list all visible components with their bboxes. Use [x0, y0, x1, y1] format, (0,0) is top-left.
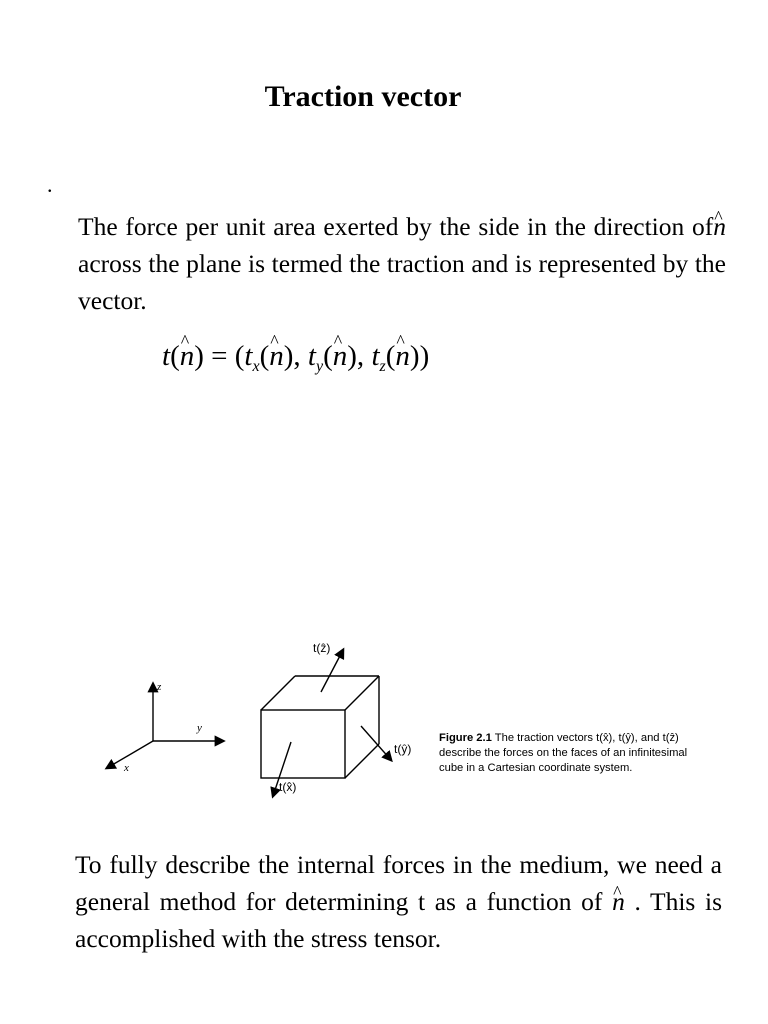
figure-caption: [439, 731, 689, 776]
eq-n-hat: ^ n: [333, 340, 348, 373]
traction-equation: t(^ $n) = (t_x(\^{}$ n), $t_y(\^{}$ n), $t_z(\^{}$ n)): [162, 340, 429, 376]
stress-text-2: . This is accomplished with the stress tensor.: [75, 887, 722, 953]
definition-text-1: The force per unit area exerted by the side in the direction of: [78, 212, 714, 241]
figure-caption-text: The traction vectors t(x̂), t(ŷ), and t(ẑ) describe the forces on the faces of an infinitesimal cube in a Cartesian coordinate system.: [439, 732, 688, 774]
stress-tensor-paragraph: [75, 846, 722, 957]
axis-y-label: y: [197, 722, 202, 734]
label-t-z: t(ẑ): [313, 641, 331, 655]
coordinate-axes: [107, 684, 223, 768]
definition-text-2: across the plane is termed the traction and is represented by the vector.: [78, 249, 726, 315]
cube-diagram: [95, 640, 695, 810]
eq-sub-z: z: [379, 358, 386, 375]
definition-paragraph: [78, 208, 726, 319]
n-hat-symbol: ^ n: [713, 208, 726, 245]
stress-text-1: To fully describe the internal forces in the medium, we need a general method for determining t as a function of: [75, 850, 722, 916]
axis-z-label: z: [157, 681, 162, 693]
figure-caption-number: Figure 2.1: [439, 732, 492, 744]
eq-t: t: [162, 340, 171, 372]
traction-figure: [95, 640, 695, 810]
axis-x-label: x: [124, 762, 129, 774]
eq-n-hat: ^ n: [269, 340, 284, 373]
eq-t: t: [244, 340, 253, 372]
eq-t: t: [307, 340, 316, 372]
page-title: Traction vector: [264, 80, 462, 113]
eq-sub-y: y: [315, 358, 324, 375]
eq-n-hat: ^ n: [180, 340, 195, 373]
label-t-y: t(ŷ): [394, 742, 412, 756]
label-t-x: t(x̂): [279, 780, 297, 794]
n-hat-symbol: ^ n: [612, 883, 625, 920]
bullet-dot: .: [47, 172, 53, 197]
eq-t: t: [371, 340, 380, 372]
eq-sub-x: x: [252, 358, 260, 375]
eq-n-hat: ^ n: [395, 340, 410, 373]
traction-arrows: [273, 650, 391, 796]
